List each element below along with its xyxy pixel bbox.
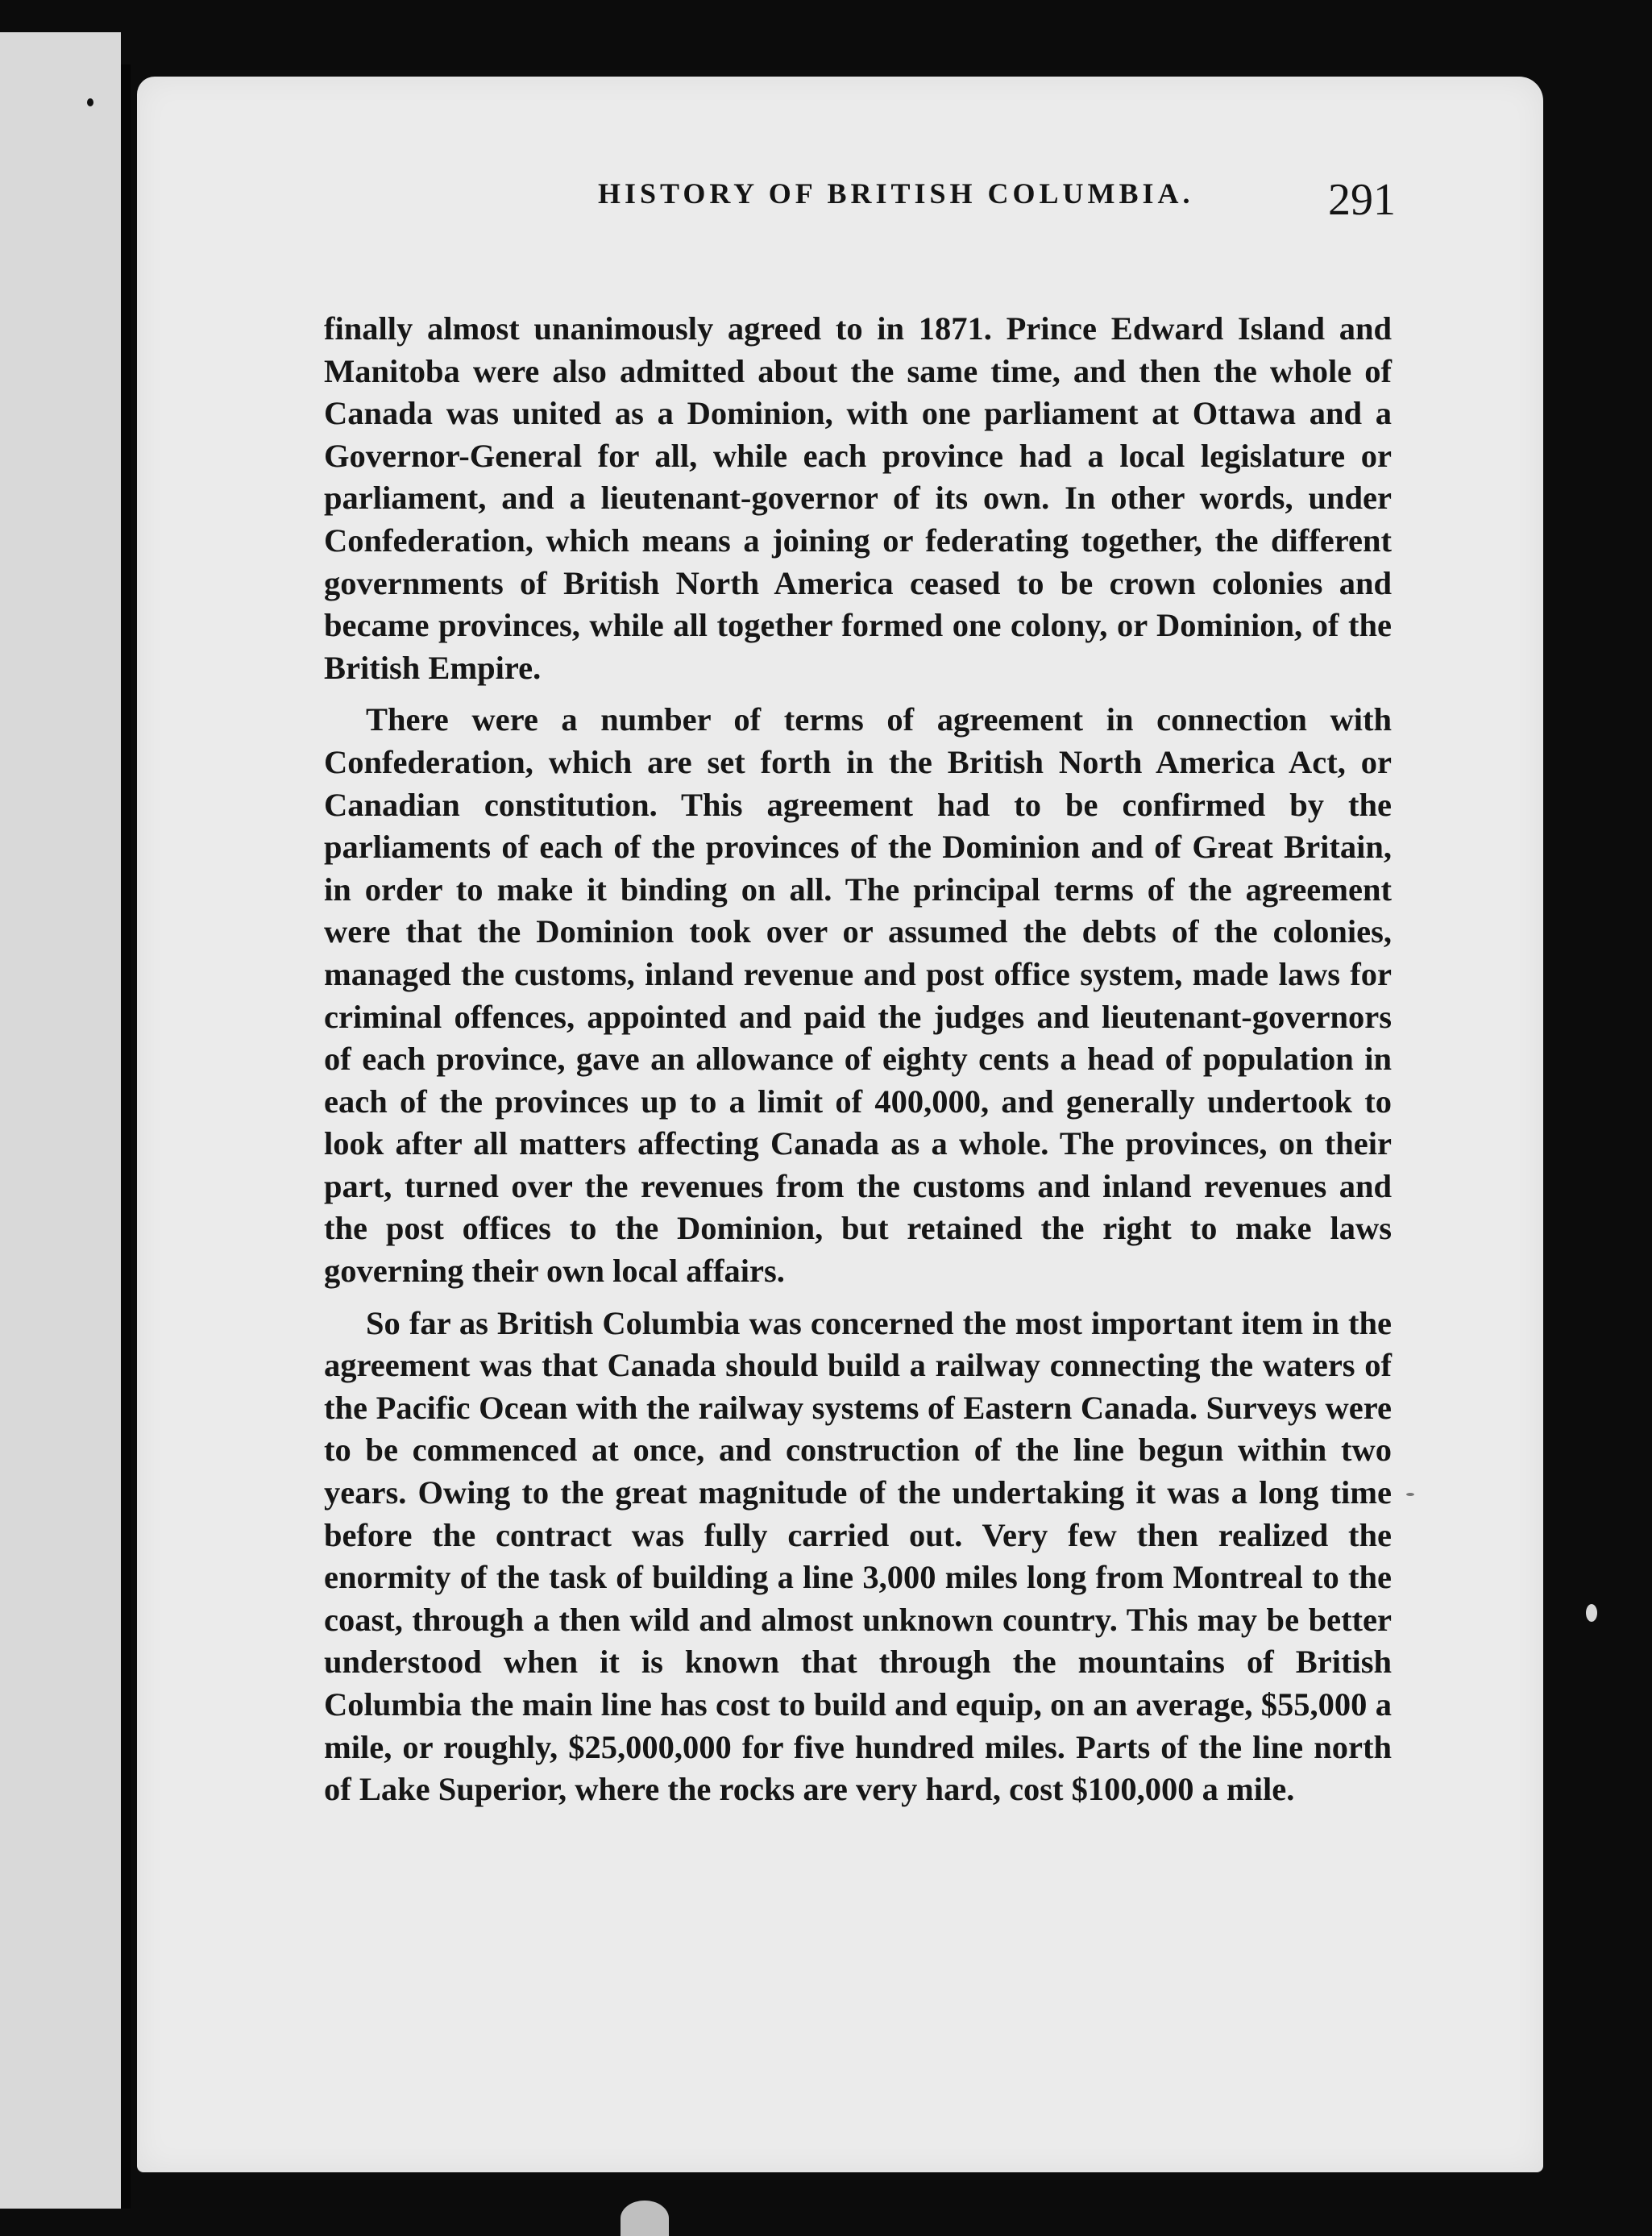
book-spine-shadow: [121, 64, 131, 2209]
adjacent-page-edge: [0, 32, 121, 2209]
body-text: [324, 308, 1392, 1811]
running-title: HISTORY OF BRITISH COLUMBIA.: [598, 177, 1194, 210]
paragraph-2: There were a number of terms of agreement in connection with Confederation, which are set forth in the British North America Act, or Canadian constitution. This agreement had to be confirmed by the parliaments of each of the provinces of the Dominion and of Great Britain, in order to make it binding on all. The principal terms of the agreement were that the Dominion took over or assumed the debts of the colonies, managed the customs, inland revenue and post office system, made laws for criminal offences, appointed and paid the judges and lieutenant-governors of each province, gave an allowance of eighty cents a head of population in each of the provinces up to a limit of 400,000, and generally undertook to look after all matters affecting Canada as a whole. The provinces, on their part, turned over the revenues from the customs and inland revenues and the post offices to the Dominion, but retained the right to make laws governing their own local affairs.: [324, 701, 1392, 1290]
scan-speck: [87, 98, 93, 106]
paragraph-1: finally almost unanimously agreed to in 1871. Prince Edward Island and Manitoba were also admitted about the same time, and then the whole of Canada was united as a Dominion, with one parliament at Ottawa and a Governor-General for all, while each province had a local legislature or parliament, and a lieutenant-governor of its own. In other words, under Confederation, which means a joining or federating together, the different governments of British North America ceased to be crown colonies and became provinces, while all together formed one colony, or Dominion, of the British Empire.: [324, 310, 1392, 686]
scan-speck: [1406, 1493, 1414, 1496]
page-number: 291: [1328, 175, 1396, 225]
scan-speck: [1586, 1604, 1597, 1622]
page-header: [437, 149, 1396, 238]
paragraph-3: So far as British Columbia was concerned the most important item in the agreement was that Canada should build a railway connecting the waters of the Pacific Ocean with the railway systems of Eastern Canada. Surveys were to be commenced at once, and construction of the line begun within two years. Owing to the great magnitude of the undertaking it was a long time before the contract was fully carried out. Very few then realized the enormity of the task of building a line 3,000 miles long from Montreal to the coast, through a then wild and almost unknown country. This may be better understood when it is known that through the mountains of British Columbia the main line has cost to build and equip, on an average, $55,000 a mile, or roughly, $25,000,000 for five hundred miles. Parts of the line north of Lake Superior, where the rocks are very hard, cost $100,000 a mile.: [324, 1304, 1392, 1808]
scan-artifact: [621, 2201, 669, 2236]
